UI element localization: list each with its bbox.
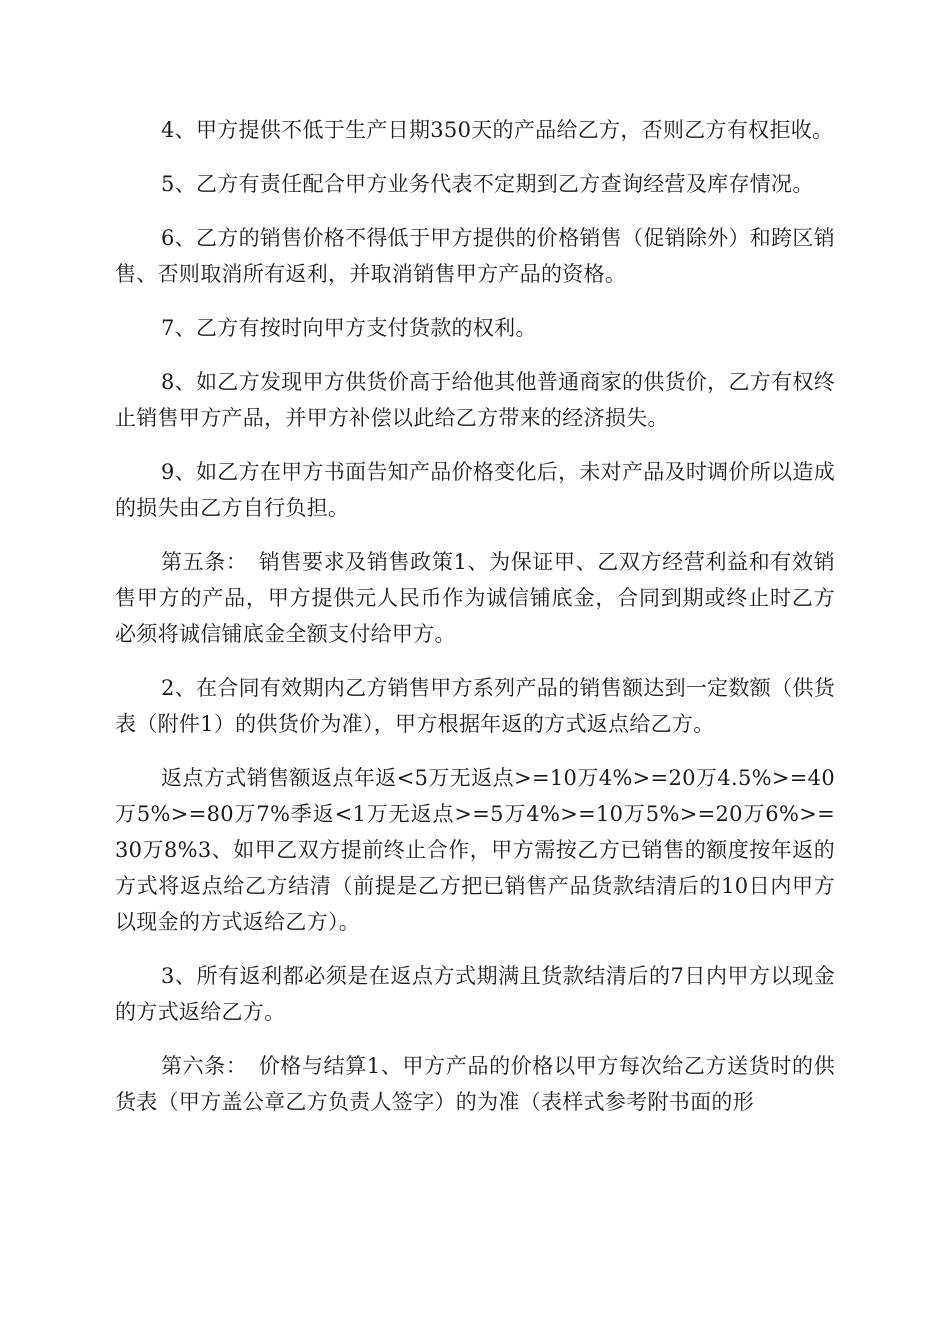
paragraph-clause-7: 7、乙方有按时向甲方支付货款的权利。 <box>161 316 537 340</box>
paragraph-clause-6: 6、乙方的销售价格不得低于甲方提供的价格销售（促销除外）和跨区销售、否则取消所有返利，并取消销售甲方产品的资格。 <box>115 226 835 286</box>
paragraph-clause-9: 9、如乙方在甲方书面告知产品价格变化后，未对产品及时调价所以造成的损失由乙方自行负担。 <box>115 460 835 520</box>
paragraph-rebate-schedule: 返点方式销售额返点年返<5万无返点>=10万4%>=20万4.5%>=40万5%>=80万7%季返<1万无返点>=5万4%>=10万5%>=20万6%>=30万8%3、如甲乙双方提前终止合作，甲方需按乙方已销售的额度按年返的方式将返点给乙方结清（前提是乙方把已销售产品货款结清后的10日内甲方以现金的方式返给乙方）。 <box>115 766 835 934</box>
paragraph-clause-5: 5、乙方有责任配合甲方业务代表不定期到乙方查询经营及库存情况。 <box>161 172 814 196</box>
paragraph-article-6: 第六条： 价格与结算1、甲方产品的价格以甲方每次给乙方送货时的供货表（甲方盖公章乙方负责人签字）的为准（表样式参考附书面的形 <box>115 1054 835 1114</box>
paragraph-clause-4: 4、甲方提供不低于生产日期350天的产品给乙方，否则乙方有权拒收。 <box>161 118 834 142</box>
paragraph-article-5-item-2: 2、在合同有效期内乙方销售甲方系列产品的销售额达到一定数额（供货表（附件1）的供货价为准），甲方根据年返的方式返点给乙方。 <box>115 676 835 736</box>
paragraph-article-5-item-3: 3、所有返利都必须是在返点方式期满且货款结清后的7日内甲方以现金的方式返给乙方。 <box>115 964 835 1024</box>
document-body <box>115 112 835 1138</box>
paragraph-clause-8: 8、如乙方发现甲方供货价高于给他其他普通商家的供货价，乙方有权终止销售甲方产品，并甲方补偿以此给乙方带来的经济损失。 <box>115 370 835 430</box>
paragraph-article-5: 第五条： 销售要求及销售政策1、为保证甲、乙双方经营利益和有效销售甲方的产品，甲方提供元人民币作为诚信铺底金，合同到期或终止时乙方必须将诚信铺底金全额支付给甲方。 <box>115 550 835 646</box>
